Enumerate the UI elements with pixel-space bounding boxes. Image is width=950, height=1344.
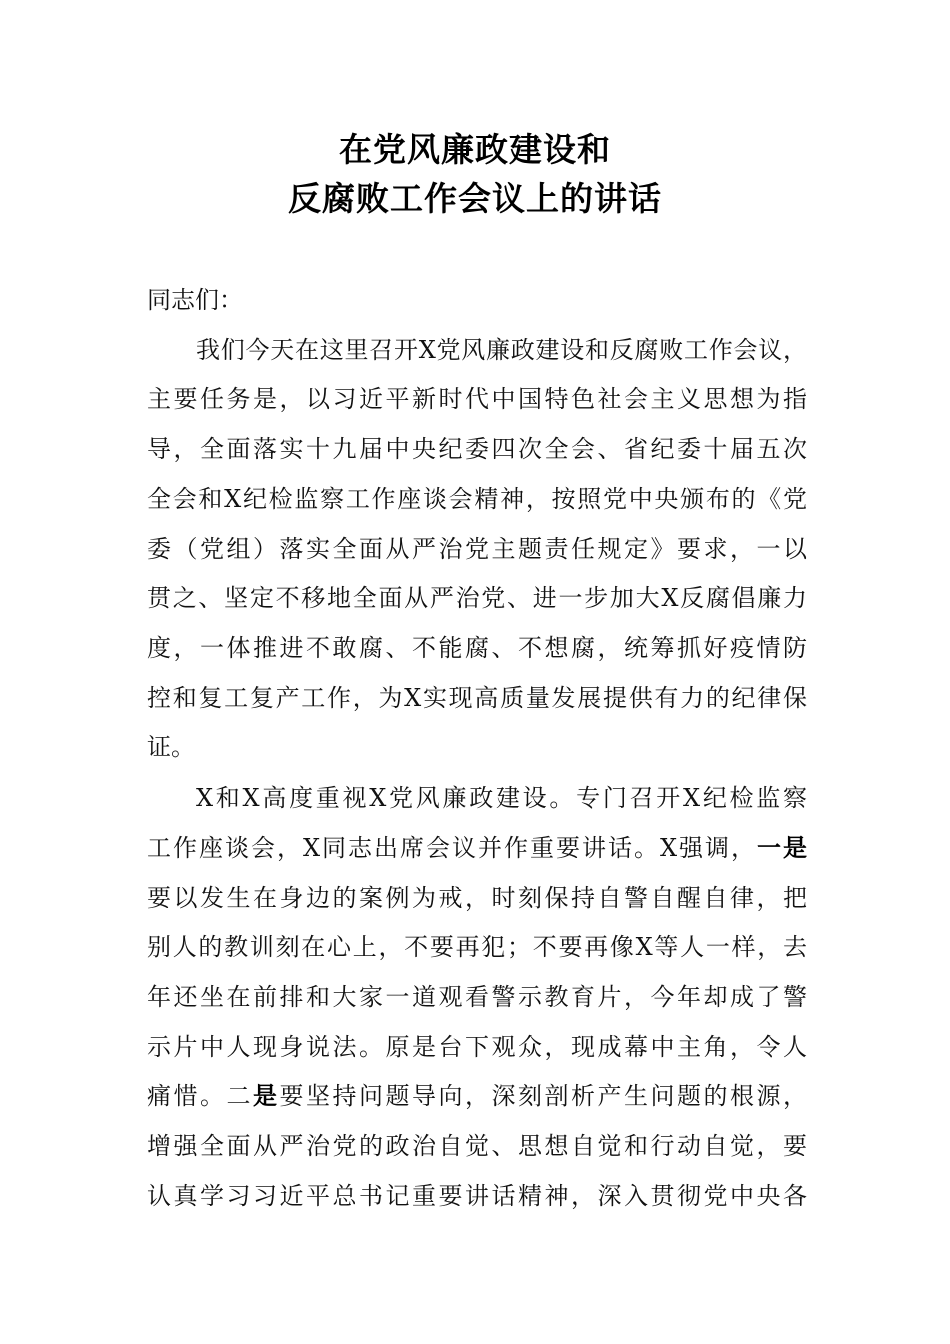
paragraph-1-line: 度，一体推进不敢腐、不能腐、不想腐，统筹抓好疫情防 [147,634,807,662]
document-title-line-1: 在党风廉政建设和 [339,130,611,169]
document-title-line-2: 反腐败工作会议上的讲话 [288,179,662,218]
emphasis-first-point: 一是 [757,833,808,862]
paragraph-1-line: 证。 [147,733,195,761]
paragraph-2-line: 认真学习习近平总书记重要讲话精神，深入贯彻党中央各 [147,1182,807,1210]
salutation: 同志们： [147,286,243,314]
paragraph-1-line: 导，全面落实十九届中央纪委四次全会、省纪委十届五次 [147,435,807,463]
paragraph-2-line: 年还坐在前排和大家一道观看警示教育片，今年却成了警 [147,983,807,1011]
paragraph-1-line: 我们今天在这里召开X党风廉政建设和反腐败工作会议， [196,336,807,364]
paragraph-2-line: 增强全面从严治党的政治自觉、思想自觉和行动自觉，要 [147,1132,807,1160]
paragraph-1-line: 贯之、坚定不移地全面从严治党、进一步加大X反腐倡廉力 [147,584,807,612]
paragraph-2-line: 别人的教训刻在心上，不要再犯；不要再像X等人一样，去 [147,933,807,961]
paragraph-1-line: 主要任务是，以习近平新时代中国特色社会主义思想为指 [147,385,807,413]
emphasis-second-point: 是 [253,1081,280,1110]
paragraph-1-line: 全会和X纪检监察工作座谈会精神，按照党中央颁布的《党 [147,485,807,513]
paragraph-1-line: 委（党组）落实全面从严治党主题责任规定》要求，一以 [147,535,807,563]
paragraph-2-line [147,1078,807,1114]
paragraph-2-line: X和X高度重视X党风廉政建设。专门召开X纪检监察 [196,784,807,812]
paragraph-2-text: 要坚持问题导向，深刻剖析产生问题的根源， [279,1082,807,1110]
paragraph-2-line [147,830,807,866]
paragraph-2-text: 痛惜。二 [147,1082,253,1110]
paragraph-2-line: 要以发生在身边的案例为戒，时刻保持自警自醒自律，把 [147,884,807,912]
paragraph-1-line: 控和复工复产工作，为X实现高质量发展提供有力的纪律保 [147,684,807,712]
paragraph-2-line: 示片中人现身说法。原是台下观众，现成幕中主角，令人 [147,1033,807,1061]
paragraph-2-text: 工作座谈会，X同志出席会议并作重要讲话。X强调， [147,834,758,862]
